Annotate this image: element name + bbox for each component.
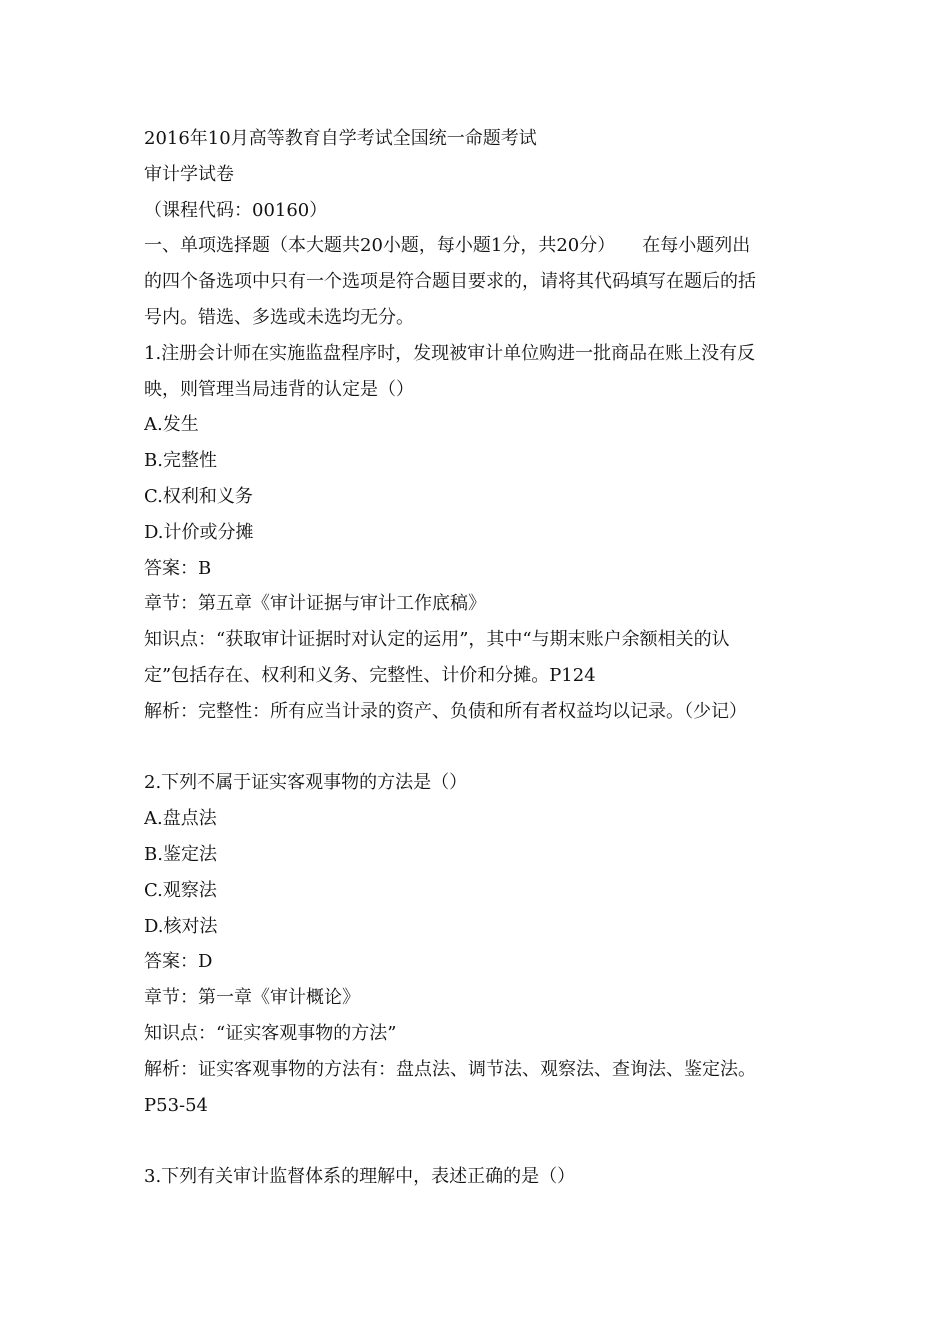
q1-chapter: 章节：第五章《审计证据与审计工作底稿》 <box>144 593 486 615</box>
q1-option-b: B.完整性 <box>144 450 217 472</box>
q2-stem: 2.下列不属于证实客观事物的方法是（） <box>144 772 468 794</box>
q1-analysis: 解析：完整性：所有应当计录的资产、负债和所有者权益均以记录。（少记） <box>144 700 747 722</box>
q3-stem: 3.下列有关审计监督体系的理解中，表述正确的是（） <box>144 1166 576 1188</box>
q2-answer: 答案：D <box>144 951 213 973</box>
section-heading-line-2: 的四个备选项中只有一个选项是符合题目要求的，请将其代码填写在题后的括 <box>144 271 756 293</box>
q1-answer: 答案：B <box>144 557 212 579</box>
q1-option-d: D.计价或分摊 <box>144 521 254 543</box>
course-code: （课程代码：00160） <box>144 199 328 221</box>
document-body <box>144 121 834 1195</box>
q2-option-b: B.鉴定法 <box>144 843 217 865</box>
q2-chapter: 章节：第一章《审计概论》 <box>144 987 360 1009</box>
section-heading-line-3: 号内。错选、多选或未选均无分。 <box>144 306 414 328</box>
blank-line <box>144 1123 834 1159</box>
q1-knowledge-line-2: 定”包括存在、权利和义务、完整性、计价和分摊。P124 <box>144 664 596 686</box>
q1-knowledge-line-1: 知识点：“获取审计证据时对认定的运用”，其中“与期末账户余额相关的认 <box>144 629 730 651</box>
exam-title: 2016年10月高等教育自学考试全国统一命题考试 <box>144 128 537 149</box>
q1-stem-line-2: 映，则管理当局违背的认定是（） <box>144 378 414 400</box>
q2-option-c: C.观察法 <box>144 879 217 901</box>
q2-option-a: A.盘点法 <box>144 808 217 830</box>
q2-analysis-line-1: 解析：证实客观事物的方法有：盘点法、调节法、观察法、查询法、鉴定法。 <box>144 1058 756 1080</box>
q2-analysis-line-2: P53-54 <box>144 1094 209 1116</box>
section-heading-line-1: 一、单项选择题（本大题共20小题，每小题1分，共20分） 在每小题列出 <box>144 235 751 257</box>
q2-option-d: D.核对法 <box>144 915 218 937</box>
q1-option-a: A.发生 <box>144 414 199 436</box>
blank-line <box>144 730 834 766</box>
q1-stem-line-1: 1.注册会计师在实施监盘程序时，发现被审计单位购进一批商品在账上没有反 <box>144 342 756 364</box>
q1-option-c: C.权利和义务 <box>144 485 253 507</box>
exam-subject: 审计学试卷 <box>144 163 234 185</box>
q2-knowledge: 知识点：“证实客观事物的方法” <box>144 1022 397 1044</box>
